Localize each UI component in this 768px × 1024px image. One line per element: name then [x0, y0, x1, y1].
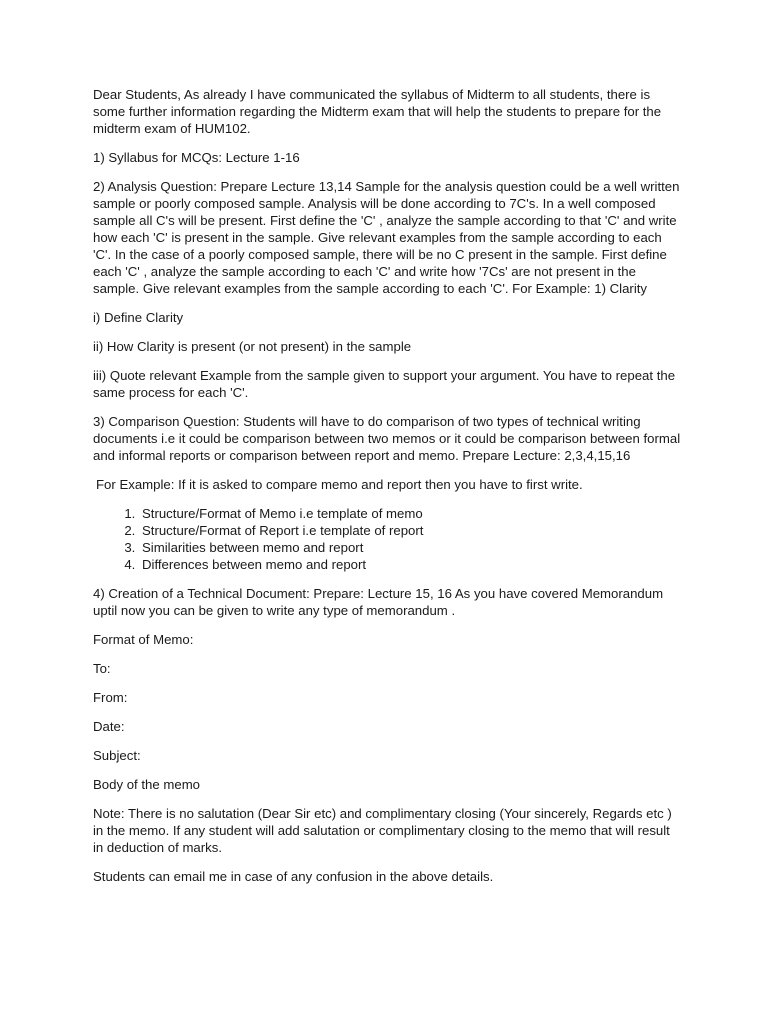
comparison-question-paragraph: 3) Comparison Question: Students will have to do comparison of two types of technical writing documents i.e it could be comparison between two memos or it could be comparison between formal and informal reports or comparison between report and memo. Prepare Lecture: 2,3,4,15,16 [93, 414, 681, 463]
quote-example-step: iii) Quote relevant Example from the sample given to support your argument. You have to repeat the same process for each 'C'. [93, 368, 676, 400]
memo-subject-field: Subject: [93, 748, 141, 763]
document-page [93, 86, 683, 897]
intro-paragraph: Dear Students, As already I have communicated the syllabus of Midterm to all students, there is some further information regarding the Midterm exam that will help the students to prepare for the midterm exam of HUM102. [93, 87, 662, 136]
memo-format-heading: Format of Memo: [93, 632, 194, 647]
list-item: 1. Structure/Format of Memo i.e template of memo [139, 505, 683, 522]
mcq-syllabus-paragraph: 1) Syllabus for MCQs: Lecture 1-16 [93, 150, 300, 165]
memo-from-field: From: [93, 690, 128, 705]
memo-to-field: To: [93, 661, 111, 676]
list-item: 3. Similarities between memo and report [139, 539, 683, 556]
analysis-question-paragraph: 2) Analysis Question: Prepare Lecture 13,14 Sample for the analysis question could be a well written sample or poorly composed sample. Analysis will be done according to 7C's. In a well composed sample all C's will be present. First define the 'C' , analyze the sample according to that 'C' and write how each 'C' is present in the sample. Give relevant examples from the sample according to each 'C'. In the case of a poorly composed sample, there will be no C present in the sample. First define each 'C' , analyze the sample according to each 'C' and write how '7Cs' are not present in the sample. Give relevant examples from the sample according to each 'C'. For Example: 1) Clarity [93, 179, 680, 296]
define-clarity-step: i) Define Clarity [93, 310, 184, 325]
comparison-example-paragraph: For Example: If it is asked to compare memo and report then you have to first write. [96, 477, 583, 492]
note-paragraph: Note: There is no salutation (Dear Sir etc) and complimentary closing (Your sincerely, Regards etc ) in the memo. If any student will add salutation or complimentary closing to the memo that will result in deduction of marks. [93, 806, 672, 855]
memo-body-field: Body of the memo [93, 777, 201, 792]
list-item: 4. Differences between memo and report [139, 556, 683, 573]
technical-document-paragraph: 4) Creation of a Technical Document: Prepare: Lecture 15, 16 As you have covered Memorandum uptil now you can be given to write any type of memorandum . [93, 586, 664, 618]
closing-paragraph: Students can email me in case of any confusion in the above details. [93, 869, 494, 884]
list-item: 2. Structure/Format of Report i.e template of report [139, 522, 683, 539]
clarity-present-step: ii) How Clarity is present (or not present) in the sample [93, 339, 412, 354]
memo-date-field: Date: [93, 719, 125, 734]
comparison-steps-list [93, 505, 683, 573]
